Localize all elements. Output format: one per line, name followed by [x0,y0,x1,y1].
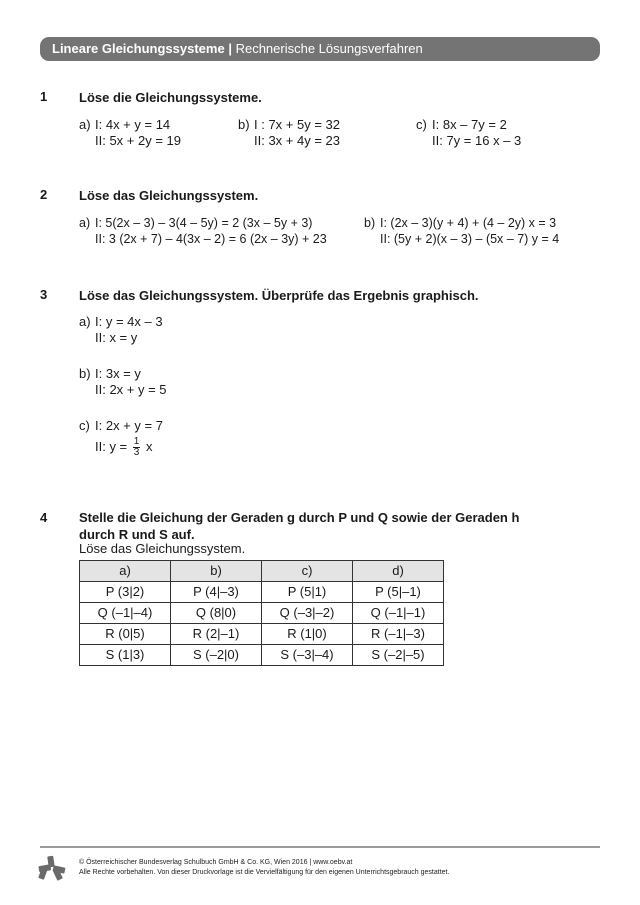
equation: I: 5(2x – 3) – 3(4 – 5y) = 2 (3x – 5y + 3) [95,216,313,230]
task-1-title: Löse die Gleichungssysteme. [79,90,262,105]
table-cell: Q (–3|–2) [262,603,353,624]
equation: II: 3 (2x + 7) – 4(3x – 2) = 6 (2x – 3y) + 23 [95,232,327,246]
equation: II: 2x + y = 5 [95,382,167,397]
table-header-row [80,561,444,582]
table-header-cell: b) [171,561,262,582]
table-cell: P (4|–3) [171,582,262,603]
table-row [80,603,444,624]
table-cell: R (0|5) [80,624,171,645]
task-2-item-a: a) I: 5(2x – 3) – 3(4 – 5y) = 2 (3x – 5y + 3) II: 3 (2x + 7) – 4(3x – 2) = 6 (2x – 3y) + 23 [79,216,327,246]
table-cell: S (–2|0) [171,645,262,666]
table-cell: Q (–1|–4) [80,603,171,624]
footer-divider [40,846,600,848]
header-title: Lineare Gleichungssysteme [52,41,225,56]
table-cell: S (–2|–5) [353,645,444,666]
task-2-number: 2 [40,187,48,202]
table-cell: Q (8|0) [171,603,262,624]
equation: II: (5y + 2)(x – 3) – (5x – 7) y = 4 [380,232,560,246]
table-cell: P (5|–1) [353,582,444,603]
task-3-item-b: b) I: 3x = y II: 2x + y = 5 [79,366,167,397]
points-table [79,560,444,666]
task-4-subtitle: Löse das Gleichungssystem. [79,541,246,556]
table-header-cell: c) [262,561,353,582]
task-1-item-c: c) I: 8x – 7y = 2 II: 7y = 16 x – 3 [416,117,522,148]
table-header-cell: d) [353,561,444,582]
oebv-star-logo-icon [38,855,66,883]
equation: II: 7y = 16 x – 3 [432,133,522,148]
table-cell: S (–3|–4) [262,645,353,666]
table-row [80,645,444,666]
task-1-item-b: b) I : 7x + 5y = 32 II: 3x + 4y = 23 [238,117,340,148]
table-header-cell: a) [80,561,171,582]
equation: I: 8x – 7y = 2 [432,117,507,132]
table-cell: P (3|2) [80,582,171,603]
task-1-item-a: a) I: 4x + y = 14 II: 5x + 2y = 19 [79,117,181,148]
table-cell: R (2|–1) [171,624,262,645]
table-row [80,624,444,645]
table-cell: P (5|1) [262,582,353,603]
fraction: $\frac{1}{3}$ [133,436,140,458]
page-header [40,37,600,61]
table-cell: Q (–1|–1) [353,603,444,624]
task-3-item-c: c) I: 2x + y = 7 II: y = $\frac{1}{3}$ x [79,418,163,458]
table-row [80,582,444,603]
task-3-item-a: a) I: y = 4x – 3 II: x = y [79,314,163,345]
task-3-number: 3 [40,287,48,302]
equation: II: 3x + 4y = 23 [254,133,340,148]
equation: I: 2x + y = 7 [95,418,163,433]
equation: I: y = 4x – 3 [95,314,163,329]
equation: II: x = y [95,330,138,345]
table-cell: R (1|0) [262,624,353,645]
task-1-number: 1 [40,89,48,104]
header-separator: | [228,41,232,56]
equation: I: (2x – 3)(y + 4) + (4 – 2y) x = 3 [380,216,557,230]
table-cell: R (–1|–3) [353,624,444,645]
equation: I: 3x = y [95,366,141,381]
task-2-title: Löse das Gleichungssystem. [79,188,259,203]
table-cell: S (1|3) [80,645,171,666]
task-3-title: Löse das Gleichungssystem. Überprüfe das Ergebnis graphisch. [79,288,479,303]
task-4-number: 4 [40,510,48,525]
equation: I : 7x + 5y = 32 [254,117,340,132]
task-4-title: Stelle die Gleichung der Geraden g durch P und Q sowie der Geraden h durch R und S auf. [79,510,520,542]
task-2-item-b: b) I: (2x – 3)(y + 4) + (4 – 2y) x = 3 II: (5y + 2)(x – 3) – (5x – 7) y = 4 [364,216,560,246]
equation: I: 4x + y = 14 [95,117,171,132]
equation: II: 5x + 2y = 19 [95,133,181,148]
header-subtitle: Rechnerische Lösungsverfahren [235,41,423,56]
equation: II: y = $\frac{1}{3}$ x [95,436,153,458]
footer-copyright: © Österreichischer Bundesverlag Schulbuch GmbH & Co. KG, Wien 2016 | www.oebv.at Alle Rechte vorbehalten. Von dieser Druckvorlage ist die Vervielfältigung für den eigenen Unterrichtsgebrauch gestattet. [79,859,450,876]
